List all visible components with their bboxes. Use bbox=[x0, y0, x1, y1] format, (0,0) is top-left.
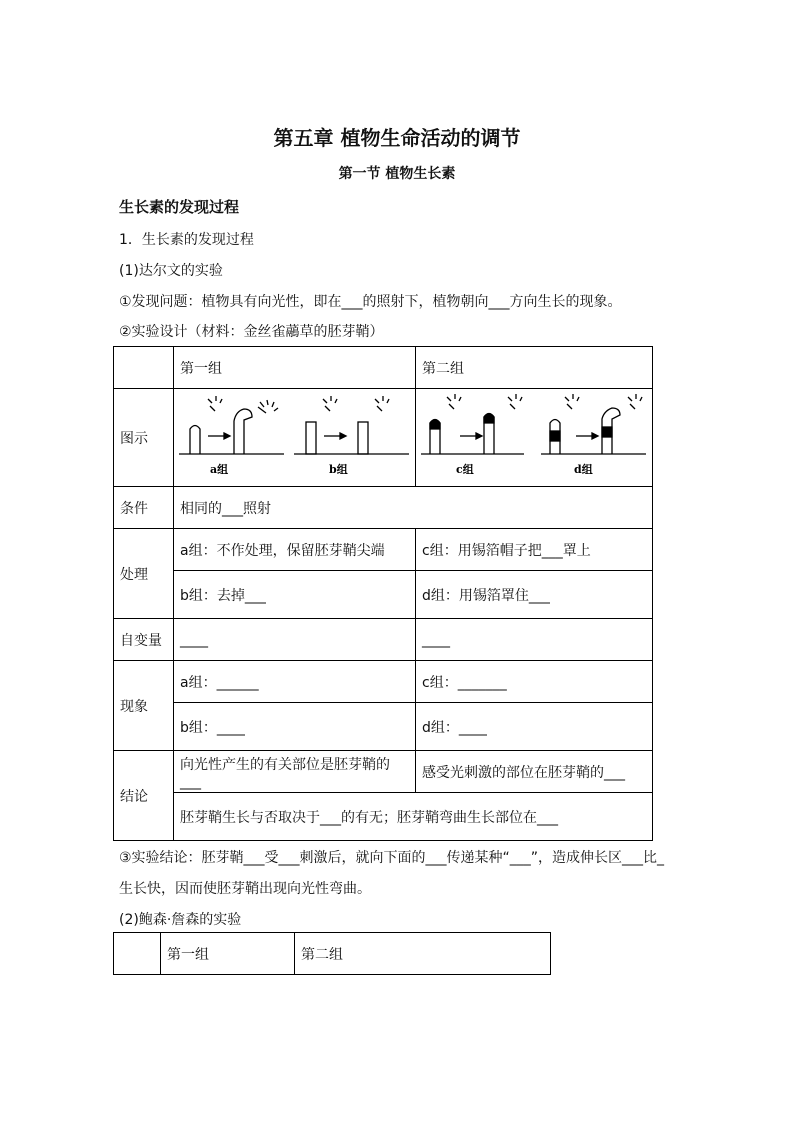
row-diagram-label: 图示 bbox=[114, 389, 174, 487]
phenomenon-a: a组：______ bbox=[174, 661, 416, 703]
diagram-cd bbox=[416, 389, 652, 482]
page-title: 第五章 植物生命活动的调节 bbox=[273, 126, 521, 150]
darwin-heading: (1)达尔文的实验 bbox=[119, 263, 223, 279]
section-heading: 生长素的发现过程 bbox=[119, 198, 240, 216]
item-1: 1．生长素的发现过程 bbox=[119, 232, 254, 248]
treatment-a: a组：不作处理，保留胚芽鞘尖端 bbox=[174, 529, 416, 571]
question-1: ①发现问题：植物具有向光性，即在___的照射下，植物朝向___方向生长的现象。 bbox=[119, 294, 622, 310]
conclusion-2: 感受光刺激的部位在胚芽鞘的___ bbox=[416, 751, 653, 793]
phenomenon-b: b组：____ bbox=[174, 703, 416, 751]
label-c: c组 bbox=[456, 463, 474, 476]
boysen-table bbox=[113, 932, 551, 975]
diagram-ab bbox=[174, 389, 415, 482]
condition-cell: 相同的___照射 bbox=[174, 487, 653, 529]
group2-header: 第二组 bbox=[416, 347, 653, 389]
section-subtitle: 第一节 植物生长素 bbox=[338, 166, 456, 182]
group1-header: 第一组 bbox=[174, 347, 416, 389]
boysen-group2-header: 第二组 bbox=[295, 933, 551, 975]
row-treatment-label: 处理 bbox=[114, 529, 174, 619]
treatment-c: c组：用锡箔帽子把___罩上 bbox=[416, 529, 653, 571]
darwin-table bbox=[113, 346, 653, 841]
boysen-group1-header: 第一组 bbox=[161, 933, 295, 975]
conclusion-3: 胚芽鞘生长与否取决于___的有无；胚芽鞘弯曲生长部位在___ bbox=[174, 793, 653, 841]
diagram-group2 bbox=[416, 389, 653, 487]
question-3-line2: 生长快，因而使胚芽鞘出现向光性弯曲。 bbox=[119, 881, 371, 897]
phenomenon-d: d组：____ bbox=[416, 703, 653, 751]
variable-1: ____ bbox=[174, 619, 416, 661]
question-3-line1: ③实验结论：胚芽鞘___受___刺激后，就向下面的___传递某种“___”，造成伸长区___比_ bbox=[119, 850, 665, 866]
label-d: d组 bbox=[574, 463, 593, 476]
diagram-group1 bbox=[174, 389, 416, 487]
label-a: a组 bbox=[210, 463, 229, 476]
row-conclusion-label: 结论 bbox=[114, 751, 174, 841]
label-b: b组 bbox=[329, 463, 348, 476]
row-phenomenon-label: 现象 bbox=[114, 661, 174, 751]
conclusion-1: 向光性产生的有关部位是胚芽鞘的___ bbox=[174, 751, 416, 793]
question-2: ②实验设计（材料：金丝雀虉草的胚芽鞘） bbox=[119, 324, 384, 340]
treatment-b: b组：去掉___ bbox=[174, 571, 416, 619]
variable-2: ____ bbox=[416, 619, 653, 661]
boysen-heading: (2)鲍森·詹森的实验 bbox=[119, 912, 242, 928]
row-variable-label: 自变量 bbox=[114, 619, 174, 661]
row-condition-label: 条件 bbox=[114, 487, 174, 529]
phenomenon-c: c组：_______ bbox=[416, 661, 653, 703]
treatment-d: d组：用锡箔罩住___ bbox=[416, 571, 653, 619]
